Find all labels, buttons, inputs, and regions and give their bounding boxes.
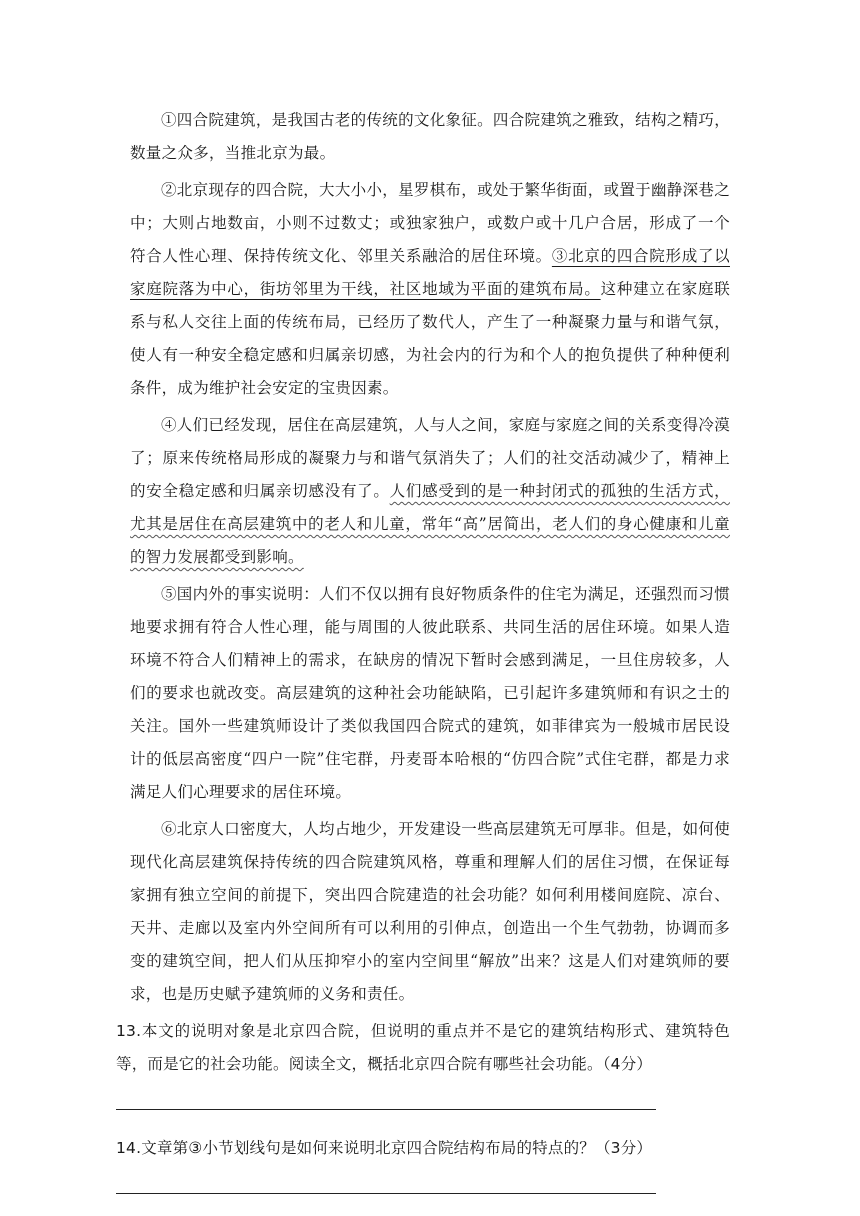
paragraph-2-3 <box>130 174 730 405</box>
question-13-number: 13. <box>116 1022 142 1040</box>
paragraph-6-text: ⑥北京人口密度大，人均占地少，开发建设一些高层建筑无可厚非。但是，如何使现代化高层建筑保持传统的四合院建筑风格，尊重和理解人们的居住习惯，在保证每家拥有独立空间的前提下，突出四合院建造的社会功能？如何利用楼间庭院、凉台、天井、走廊以及室内外空间所有可以利用的引伸点，创造出一个生气勃勃，协调而多变的建筑空间，把人们从压抑窄小的室内空间里“解放”出来？这是人们对建筑师的要求，也是历史赋予建筑师的义务和责任。 <box>130 820 730 1003</box>
paragraph-4 <box>130 409 730 574</box>
article-body <box>116 104 731 1216</box>
question-14-text: 文章第③小节划线句是如何来说明北京四合院结构布局的特点的？（3分） <box>141 1139 653 1157</box>
question-14 <box>116 1132 730 1194</box>
paragraph-5 <box>130 578 730 809</box>
paragraph-5-text: ⑤国内外的事实说明：人们不仅以拥有良好物质条件的住宅为满足，还强烈而习惯地要求拥有符合人性心理，能与周围的人彼此联系、共同生活的居住环境。如果人造环境不符合人们精神上的需求，在缺房的情况下暂时会感到满足，一旦住房较多，人们的要求也就改变。高层建筑的这种社会功能缺陷，已引起许多建筑师和有识之士的关注。国外一些建筑师设计了类似我国四合院式的建筑，如菲律宾为一般城市居民设计的低层高密度“四户一院”住宅群，丹麦哥本哈根的“仿四合院”式住宅群，都是力求满足人们心理要求的居住环境。 <box>130 585 730 801</box>
paragraph-1-text: ①四合院建筑，是我国古老的传统的文化象征。四合院建筑之雅致，结构之精巧，数量之众多，当推北京为最。 <box>130 111 730 162</box>
paragraph-3-text: 这种建立在家庭联系与私人交往上面的传统布局，已经历了数代人，产生了一种凝聚力量与和谐气氛，使人有一种安全稳定感和归属亲切感，为社会内的行为和个人的抱负提供了种种便利条件，成为维护社会安定的宝贵因素。 <box>130 280 731 397</box>
paragraph-4-text: ④人们已经发现，居住在高层建筑，人与人之间，家庭与家庭之间的关系变得冷漠了；原来传统格局形成的凝聚力与和谐气氛消失了；人们的社交活动减少了，精神上的安全稳定感和归属亲切感没有了。 <box>130 416 730 500</box>
wavy-underlined-sentence: 人们感受到的是一种封闭式的孤独的生活方式，尤其是居住在高层建筑中的老人和儿童，常年“高”居简出，老人们的身心健康和儿童的智力发展都受到影响。 <box>130 482 730 566</box>
paragraph-2-text: ②北京现存的四合院，大大小小，星罗棋布，或处于繁华街面，或置于幽静深巷之中；大则占地数亩，小则不过数丈；或独家独户，或数户或十几户合居，形成了一个符合人性心理、保持传统文化、邻里关系融洽的居住环境。 <box>130 181 730 265</box>
answer-line-14[interactable] <box>116 1193 656 1194</box>
answer-line-13[interactable] <box>116 1109 656 1110</box>
underlined-sentence: ③北京的四合院形成了以家庭院落为中心，街坊邻里为干线，社区地域为平面的建筑布局。 <box>130 247 730 298</box>
question-13 <box>116 1015 730 1110</box>
question-14-number: 14. <box>116 1139 142 1157</box>
paragraph-1 <box>130 104 730 170</box>
question-13-text: 本文的说明对象是北京四合院，但说明的重点并不是它的建筑结构形式、建筑特色等，而是它的社会功能。阅读全文，概括北京四合院有哪些社会功能。（4分） <box>116 1022 730 1073</box>
paragraph-6 <box>130 813 730 1011</box>
